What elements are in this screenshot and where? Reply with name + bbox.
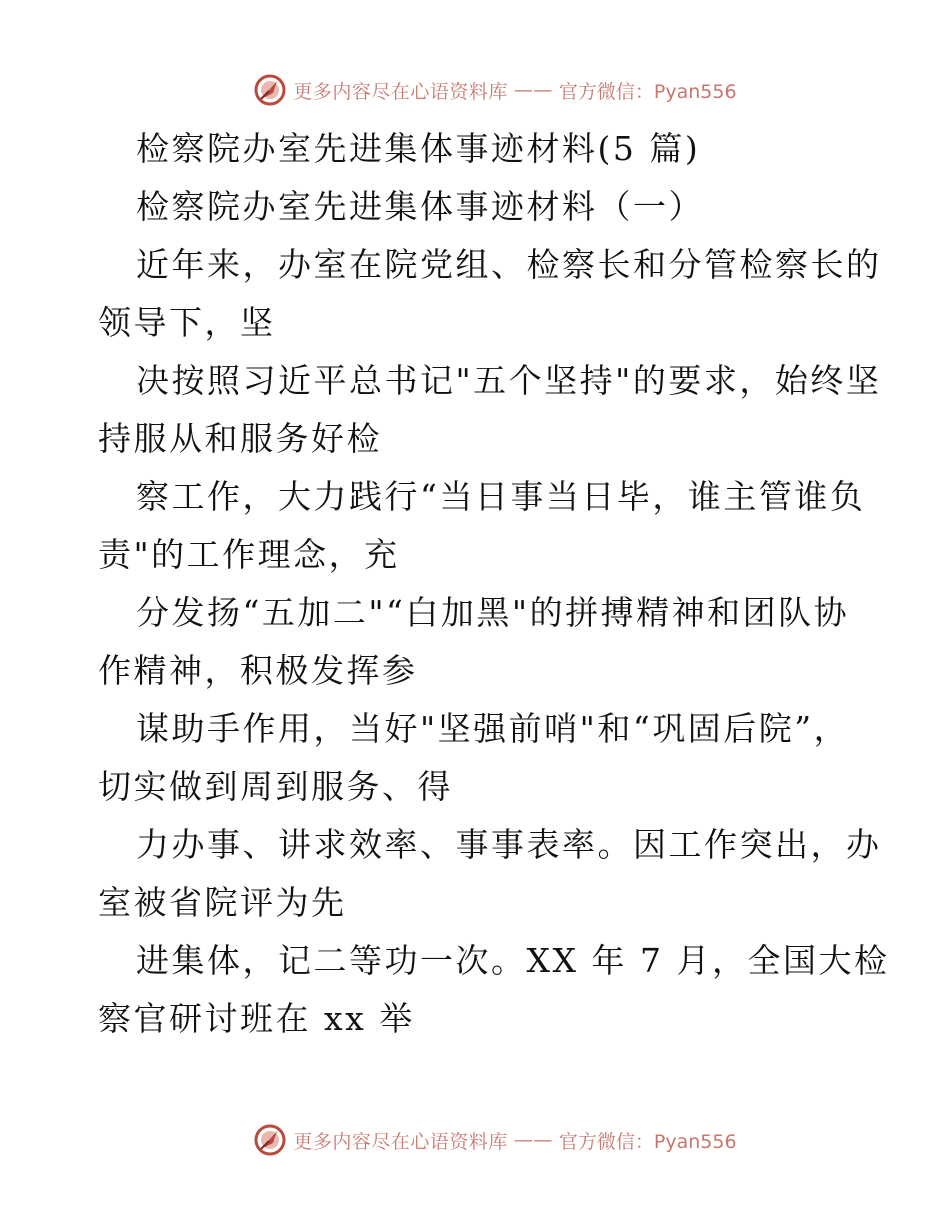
paragraph-line: 察工作，大力践行“当日事当日毕，谁主管谁负	[136, 477, 866, 516]
paragraph-line: 分发扬“五加二"“白加黑"的拼搏精神和团队协	[136, 593, 850, 632]
footer-banner	[0, 1120, 950, 1160]
feather-logo-icon	[253, 1123, 287, 1157]
paragraph-line: 作精神，积极发挥参	[98, 651, 418, 690]
paragraph-line: 近年来，办室在院党组、检察长和分管检察长的	[136, 245, 882, 284]
paragraph-line: 责"的工作理念，充	[98, 535, 400, 574]
banner-wechat: 官方微信：Pyan556	[558, 1130, 737, 1153]
banner-text: 更多内容尽在心语资料库	[293, 80, 508, 103]
paragraph-line: 察官研讨班在 xx 举	[98, 999, 415, 1038]
paragraph-line: 谋助手作用，当好"坚强前哨"和“巩固后院”，	[136, 709, 850, 748]
paragraph-line: 室被省院评为先	[98, 883, 347, 922]
paragraph-line: 力办事、讲求效率、事事表率。因工作突出，办	[136, 825, 882, 864]
banner-wechat: 官方微信：Pyan556	[558, 80, 737, 103]
section-heading: 检察院办室先进集体事迹材料（一）	[136, 187, 704, 226]
paragraph-line: 持服从和服务好检	[98, 419, 382, 458]
paragraph-line: 切实做到周到服务、得	[98, 767, 453, 806]
paragraph-line: 进集体，记二等功一次。XX 年 7 月，全国大检	[136, 941, 890, 980]
banner-text: 更多内容尽在心语资料库	[293, 1130, 508, 1153]
document-title: 检察院办室先进集体事迹材料(5 篇)	[136, 129, 701, 168]
header-banner	[0, 70, 950, 110]
paragraph-line: 领导下，坚	[98, 303, 276, 342]
document-body	[98, 120, 890, 1048]
banner-dash: ——	[513, 79, 553, 101]
feather-logo-icon	[253, 73, 287, 107]
banner-dash: ——	[513, 1129, 553, 1151]
paragraph-line: 决按照习近平总书记"五个坚持"的要求，始终坚	[136, 361, 882, 400]
